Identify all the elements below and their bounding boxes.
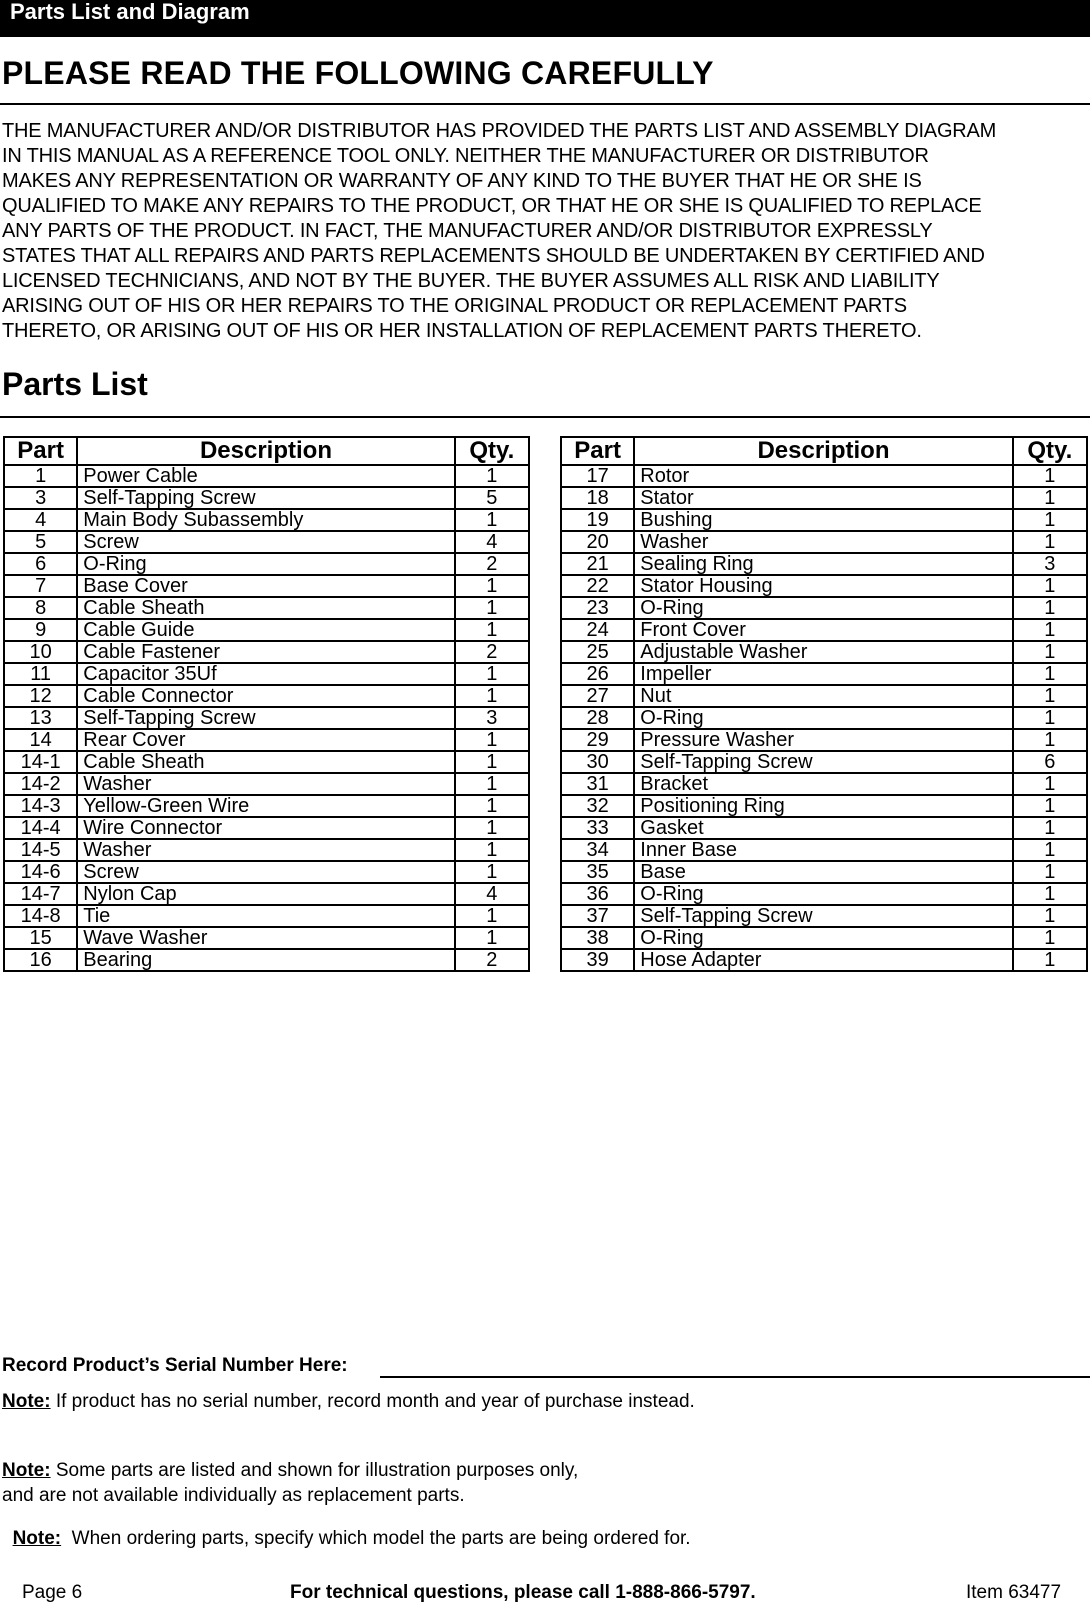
part-qty-cell: 1 — [1013, 465, 1087, 487]
part-description-cell: Yellow-Green Wire — [77, 795, 454, 817]
part-number-cell: 18 — [561, 487, 634, 509]
table-row — [4, 949, 529, 971]
part-number-cell: 14-5 — [4, 839, 77, 861]
part-description-cell: Rotor — [634, 465, 1012, 487]
table-row — [4, 553, 529, 575]
item-number: Item 63477 — [966, 1582, 1062, 1603]
part-description-cell: Cable Fastener — [77, 641, 454, 663]
section-header-bar — [0, 0, 1090, 37]
table-row — [561, 883, 1087, 905]
part-qty-cell: 1 — [455, 905, 529, 927]
part-description-cell: Washer — [77, 839, 454, 861]
part-qty-cell: 1 — [455, 817, 529, 839]
part-qty-cell: 1 — [455, 663, 529, 685]
part-description-cell: Nylon Cap — [77, 883, 454, 905]
part-number-cell: 14-3 — [4, 795, 77, 817]
table-row — [4, 597, 529, 619]
table-header-row — [4, 437, 529, 465]
part-description-cell: Wave Washer — [77, 927, 454, 949]
part-qty-cell: 1 — [1013, 685, 1087, 707]
disclaimer-text: THE MANUFACTURER AND/OR DISTRIBUTOR HAS PROVIDED THE PARTS LIST AND ASSEMBLY DIAGRAM IN THIS MANUAL AS A REFERENCE TOOL ONLY. NEITHER THE MANUFACTURER OR DISTRIBUTOR MAKES ANY REPRESENTATION OR WARRANTY OF ANY KIND TO THE BUYER THAT HE OR SHE IS QUALIFIED TO MAKE ANY REPAIRS TO THE PRODUCT, OR THAT HE OR SHE IS QUALIFIED TO REPLACE ANY PARTS OF THE PRODUCT. IN FACT, THE MANUFACTURER AND/OR DISTRIBUTOR EXPRESSLY STATES THAT ALL REPAIRS AND PARTS REPLACEMENTS SHOULD BE UNDERTAKEN BY CERTIFIED AND LICENSED TECHNICIANS, AND NOT BY THE BUYER. THE BUYER ASSUMES ALL RISK AND LIABILITY ARISING OUT OF HIS OR HER REPAIRS TO THE ORIGINAL PRODUCT OR REPLACEMENT PARTS THERETO, OR ARISING OUT OF HIS OR HER INSTALLATION OF REPLACEMENT PARTS THERETO. — [2, 120, 997, 342]
part-qty-cell: 1 — [1013, 927, 1087, 949]
part-description-cell: Screw — [77, 861, 454, 883]
part-number-cell: 14-6 — [4, 861, 77, 883]
table-row — [561, 927, 1087, 949]
part-number-cell: 16 — [4, 949, 77, 971]
part-number-cell: 10 — [4, 641, 77, 663]
part-number-cell: 25 — [561, 641, 634, 663]
note-text: Some parts are listed and shown for illustration purposes only, and are not available individually as replacement parts. — [2, 1460, 579, 1506]
table-row — [561, 861, 1087, 883]
part-description-cell: Stator Housing — [634, 575, 1012, 597]
part-number-cell: 22 — [561, 575, 634, 597]
part-qty-cell: 4 — [455, 531, 529, 553]
table-row — [561, 597, 1087, 619]
table-row — [561, 729, 1087, 751]
part-qty-cell: 1 — [1013, 509, 1087, 531]
part-description-cell: Washer — [77, 773, 454, 795]
part-number-cell: 14-1 — [4, 751, 77, 773]
part-description-cell: Adjustable Washer — [634, 641, 1012, 663]
part-number-cell: 7 — [4, 575, 77, 597]
part-number-cell: 30 — [561, 751, 634, 773]
part-qty-cell: 1 — [455, 839, 529, 861]
note-label: Note: — [12, 1528, 62, 1549]
serial-number-label: Record Product’s Serial Number Here: — [2, 1355, 348, 1376]
part-description-cell: Bushing — [634, 509, 1012, 531]
part-description-cell: O-Ring — [634, 707, 1012, 729]
part-description-cell: Positioning Ring — [634, 795, 1012, 817]
part-qty-cell: 1 — [1013, 531, 1087, 553]
part-description-cell: Impeller — [634, 663, 1012, 685]
part-description-cell: Sealing Ring — [634, 553, 1012, 575]
part-description-cell: Wire Connector — [77, 817, 454, 839]
table-row — [4, 817, 529, 839]
column-header-qty: Qty. — [455, 437, 529, 465]
table-row — [4, 663, 529, 685]
page-number: Page 6 — [22, 1582, 83, 1603]
table-row — [561, 465, 1087, 487]
note-label: Note: — [2, 1460, 51, 1481]
part-qty-cell: 1 — [1013, 817, 1087, 839]
part-description-cell: Stator — [634, 487, 1012, 509]
part-qty-cell: 4 — [455, 883, 529, 905]
part-description-cell: Self-Tapping Screw — [77, 707, 454, 729]
note-label: Note: — [2, 1391, 51, 1412]
part-description-cell: O-Ring — [634, 597, 1012, 619]
table-header-row — [561, 437, 1087, 465]
parts-list-divider — [0, 416, 1090, 418]
part-number-cell: 14-8 — [4, 905, 77, 927]
part-qty-cell: 1 — [455, 685, 529, 707]
table-row — [561, 531, 1087, 553]
parts-list-heading: Parts List — [2, 366, 148, 402]
part-qty-cell: 1 — [1013, 949, 1087, 971]
part-description-cell: Base — [634, 861, 1012, 883]
note-text: When ordering parts, specify which model the parts are being ordered for. — [61, 1528, 691, 1549]
column-header-part: Part — [561, 437, 634, 465]
part-number-cell: 28 — [561, 707, 634, 729]
table-row — [4, 751, 529, 773]
part-description-cell: Rear Cover — [77, 729, 454, 751]
part-number-cell: 35 — [561, 861, 634, 883]
table-row — [561, 509, 1087, 531]
part-description-cell: O-Ring — [634, 927, 1012, 949]
table-row — [561, 575, 1087, 597]
part-description-cell: Front Cover — [634, 619, 1012, 641]
part-qty-cell: 1 — [1013, 773, 1087, 795]
table-row — [561, 751, 1087, 773]
table-row — [561, 553, 1087, 575]
part-qty-cell: 1 — [455, 619, 529, 641]
part-qty-cell: 1 — [455, 773, 529, 795]
serial-number-line — [380, 1376, 1090, 1378]
table-row — [4, 729, 529, 751]
table-row — [4, 509, 529, 531]
part-qty-cell: 1 — [1013, 839, 1087, 861]
part-description-cell: Cable Sheath — [77, 751, 454, 773]
part-qty-cell: 1 — [455, 575, 529, 597]
part-description-cell: Washer — [634, 531, 1012, 553]
table-row — [4, 641, 529, 663]
part-number-cell: 13 — [4, 707, 77, 729]
part-description-cell: Self-Tapping Screw — [77, 487, 454, 509]
part-qty-cell: 2 — [455, 553, 529, 575]
part-qty-cell: 6 — [1013, 751, 1087, 773]
column-header-qty: Qty. — [1013, 437, 1087, 465]
table-row — [561, 487, 1087, 509]
part-number-cell: 14-7 — [4, 883, 77, 905]
table-row — [4, 619, 529, 641]
table-row — [4, 531, 529, 553]
part-number-cell: 4 — [4, 509, 77, 531]
part-number-cell: 17 — [561, 465, 634, 487]
column-header-description: Description — [77, 437, 454, 465]
table-row — [4, 707, 529, 729]
section-title: Parts List and Diagram — [10, 0, 250, 24]
table-row — [561, 773, 1087, 795]
part-description-cell: Cable Guide — [77, 619, 454, 641]
part-number-cell: 3 — [4, 487, 77, 509]
part-description-cell: Main Body Subassembly — [77, 509, 454, 531]
table-row — [561, 839, 1087, 861]
column-header-part: Part — [4, 437, 77, 465]
table-row — [4, 927, 529, 949]
note-text: If product has no serial number, record month and year of purchase instead. — [50, 1391, 695, 1412]
part-qty-cell: 1 — [1013, 575, 1087, 597]
part-qty-cell: 3 — [1013, 553, 1087, 575]
table-row — [4, 685, 529, 707]
part-description-cell: Inner Base — [634, 839, 1012, 861]
part-number-cell: 9 — [4, 619, 77, 641]
part-number-cell: 34 — [561, 839, 634, 861]
part-number-cell: 8 — [4, 597, 77, 619]
table-row — [4, 575, 529, 597]
note-illustration — [2, 1433, 578, 1508]
parts-table-right — [560, 436, 1088, 972]
table-row — [561, 905, 1087, 927]
part-description-cell: Bracket — [634, 773, 1012, 795]
part-number-cell: 27 — [561, 685, 634, 707]
part-description-cell: Base Cover — [77, 575, 454, 597]
table-row — [4, 795, 529, 817]
part-description-cell: Hose Adapter — [634, 949, 1012, 971]
part-qty-cell: 1 — [455, 509, 529, 531]
warning-divider — [0, 103, 1090, 105]
part-number-cell: 37 — [561, 905, 634, 927]
part-description-cell: Tie — [77, 905, 454, 927]
part-qty-cell: 1 — [455, 795, 529, 817]
note-serial — [2, 1389, 695, 1414]
part-description-cell: O-Ring — [634, 883, 1012, 905]
table-row — [4, 861, 529, 883]
part-qty-cell: 1 — [455, 597, 529, 619]
part-number-cell: 29 — [561, 729, 634, 751]
part-description-cell: Self-Tapping Screw — [634, 905, 1012, 927]
part-number-cell: 26 — [561, 663, 634, 685]
table-row — [561, 707, 1087, 729]
part-number-cell: 21 — [561, 553, 634, 575]
tech-support-line: For technical questions, please call 1-888-866-5797. — [290, 1582, 756, 1603]
table-row — [4, 905, 529, 927]
part-number-cell: 38 — [561, 927, 634, 949]
part-number-cell: 14-2 — [4, 773, 77, 795]
part-description-cell: Pressure Washer — [634, 729, 1012, 751]
part-qty-cell: 2 — [455, 949, 529, 971]
part-qty-cell: 1 — [455, 861, 529, 883]
part-description-cell: Cable Sheath — [77, 597, 454, 619]
table-row — [561, 619, 1087, 641]
part-number-cell: 20 — [561, 531, 634, 553]
table-row — [4, 465, 529, 487]
part-qty-cell: 1 — [455, 729, 529, 751]
part-qty-cell: 1 — [1013, 597, 1087, 619]
part-qty-cell: 2 — [455, 641, 529, 663]
part-description-cell: Self-Tapping Screw — [634, 751, 1012, 773]
part-number-cell: 39 — [561, 949, 634, 971]
table-row — [4, 773, 529, 795]
parts-table-left — [3, 436, 530, 972]
part-qty-cell: 1 — [1013, 905, 1087, 927]
part-qty-cell: 1 — [1013, 619, 1087, 641]
table-row — [561, 663, 1087, 685]
part-number-cell: 33 — [561, 817, 634, 839]
part-number-cell: 14 — [4, 729, 77, 751]
part-qty-cell: 3 — [455, 707, 529, 729]
part-description-cell: Power Cable — [77, 465, 454, 487]
part-number-cell: 36 — [561, 883, 634, 905]
part-qty-cell: 1 — [1013, 641, 1087, 663]
part-number-cell: 12 — [4, 685, 77, 707]
part-description-cell: Nut — [634, 685, 1012, 707]
part-description-cell: Cable Connector — [77, 685, 454, 707]
table-row — [561, 641, 1087, 663]
part-number-cell: 24 — [561, 619, 634, 641]
part-qty-cell: 1 — [1013, 729, 1087, 751]
part-qty-cell: 1 — [455, 751, 529, 773]
part-description-cell: Bearing — [77, 949, 454, 971]
part-qty-cell: 1 — [1013, 707, 1087, 729]
table-row — [561, 817, 1087, 839]
part-number-cell: 11 — [4, 663, 77, 685]
part-number-cell: 14-4 — [4, 817, 77, 839]
part-description-cell: Capacitor 35Uf — [77, 663, 454, 685]
warning-heading: PLEASE READ THE FOLLOWING CAREFULLY — [2, 55, 714, 91]
part-number-cell: 1 — [4, 465, 77, 487]
part-qty-cell: 1 — [1013, 663, 1087, 685]
part-number-cell: 31 — [561, 773, 634, 795]
part-qty-cell: 1 — [1013, 487, 1087, 509]
table-row — [4, 839, 529, 861]
part-number-cell: 19 — [561, 509, 634, 531]
part-number-cell: 23 — [561, 597, 634, 619]
part-qty-cell: 1 — [455, 927, 529, 949]
part-qty-cell: 1 — [1013, 861, 1087, 883]
table-row — [4, 487, 529, 509]
part-number-cell: 15 — [4, 927, 77, 949]
part-qty-cell: 1 — [455, 465, 529, 487]
part-qty-cell: 5 — [455, 487, 529, 509]
table-row — [561, 685, 1087, 707]
part-description-cell: Gasket — [634, 817, 1012, 839]
table-row — [561, 949, 1087, 971]
table-row — [561, 795, 1087, 817]
part-qty-cell: 1 — [1013, 883, 1087, 905]
note-ordering — [2, 1501, 691, 1551]
part-description-cell: O-Ring — [77, 553, 454, 575]
part-description-cell: Screw — [77, 531, 454, 553]
part-qty-cell: 1 — [1013, 795, 1087, 817]
part-number-cell: 5 — [4, 531, 77, 553]
part-number-cell: 6 — [4, 553, 77, 575]
part-number-cell: 32 — [561, 795, 634, 817]
column-header-description: Description — [634, 437, 1012, 465]
table-row — [4, 883, 529, 905]
